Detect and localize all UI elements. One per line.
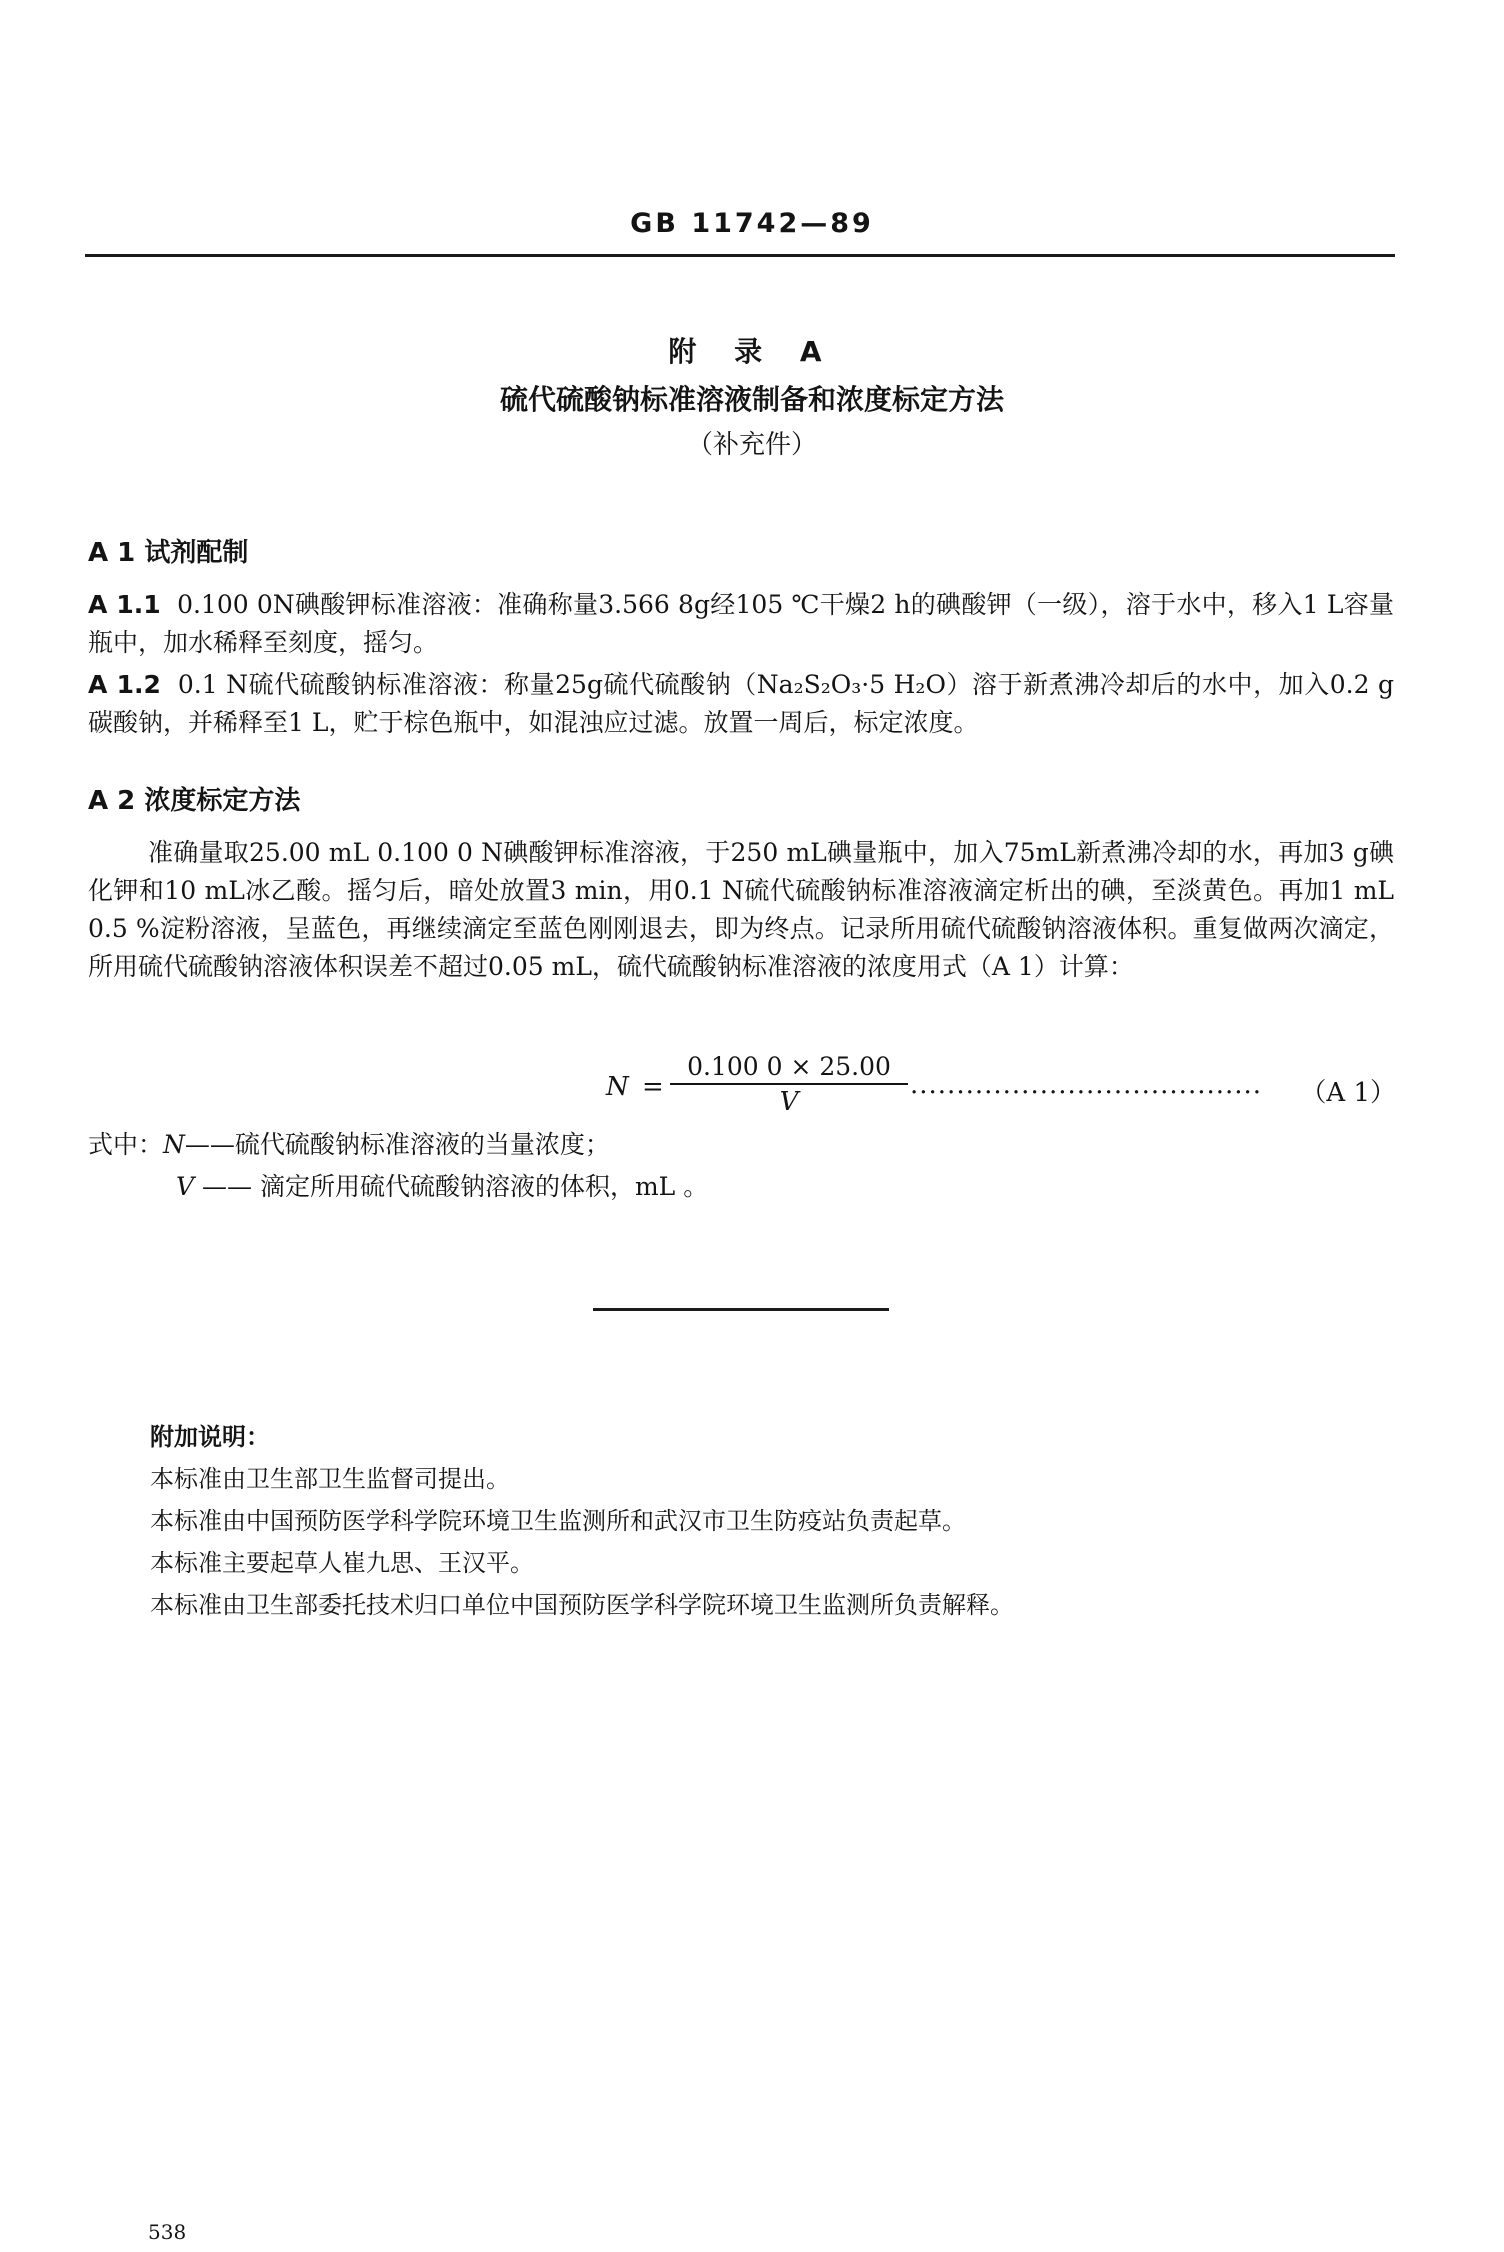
section-a1-heading: A 1 试剂配制 — [88, 538, 249, 568]
formula-tag: （A 1） — [1300, 1078, 1396, 1108]
formula-where-line-1 — [88, 1124, 610, 1166]
item-a1-2-text: 0.1 N硫代硫酸钠标准溶液：称量25g硫代硫酸钠（Na₂S₂O₃·5 H₂O）溶于新煮沸冷却后的水中，加入0.2 g碳酸钠，并稀释至1 L，贮于棕色瓶中，如混浊应过滤。放置一周后，标定浓度。 — [88, 670, 1394, 737]
additional-notes — [150, 1416, 1014, 1626]
item-a1-2 — [88, 666, 1394, 742]
section-a2-heading: A 2 浓度标定方法 — [88, 786, 301, 816]
where-desc-n: ——硫代硫酸钠标准溶液的当量浓度； — [184, 1130, 610, 1159]
where-symbol-v: V — [176, 1172, 195, 1201]
page-number: 538 — [148, 2220, 187, 2244]
where-prefix: 式中： — [88, 1130, 164, 1159]
standard-code-header: GB 11742—89 — [630, 208, 874, 239]
notes-line: 本标准由卫生部委托技术归口单位中国预防医学科学院环境卫生监测所负责解释。 — [150, 1591, 1014, 1619]
formula-denominator: V — [779, 1087, 799, 1117]
appendix-label: 附 录 A — [668, 335, 836, 368]
where-symbol-n: N — [163, 1130, 185, 1159]
header-rule — [85, 254, 1395, 257]
formula-where-line-2 — [176, 1166, 708, 1208]
formula-equals: = — [642, 1072, 664, 1102]
appendix-subtitle: （补充件） — [686, 430, 817, 460]
notes-heading: 附加说明： — [150, 1423, 270, 1451]
where-desc-v: —— 滴定所用硫代硫酸钠溶液的体积，mL 。 — [194, 1172, 709, 1201]
notes-line: 本标准由中国预防医学科学院环境卫生监测所和武汉市卫生防疫站负责起草。 — [150, 1507, 966, 1535]
appendix-title: 硫代硫酸钠标准溶液制备和浓度标定方法 — [499, 383, 1004, 416]
item-a1-2-id: A 1.2 — [88, 670, 161, 699]
item-a1-1-id: A 1.1 — [88, 590, 161, 619]
formula-leader-dots: ...................................... — [910, 1070, 1263, 1100]
end-rule — [593, 1308, 889, 1311]
formula-a1 — [606, 1052, 1396, 1126]
formula-lhs: N — [606, 1072, 629, 1102]
formula-numerator: 0.100 0 × 25.00 — [670, 1052, 908, 1085]
notes-line: 本标准由卫生部卫生监督司提出。 — [150, 1465, 510, 1493]
item-a1-1-text: 0.100 0N碘酸钾标准溶液：准确称量3.566 8g经105 ℃干燥2 h的碘酸钾（一级），溶于水中，移入1 L容量瓶中，加水稀释至刻度，摇匀。 — [88, 590, 1394, 657]
section-a2-paragraph: 准确量取25.00 mL 0.100 0 N碘酸钾标准溶液，于250 mL碘量瓶中，加入75mL新煮沸冷却的水，再加3 g碘化钾和10 mL冰乙酸。摇匀后，暗处放置3 min，用0.1 N硫代硫酸钠标准溶液滴定析出的碘，至淡黄色。再加1 mL 0.5 %淀粉溶液，呈蓝色，再继续滴定至蓝色刚刚退去，即为终点。记录所用硫代硫酸钠溶液体积。重复做两次滴定，所用硫代硫酸钠溶液体积误差不超过0.05 mL，硫代硫酸钠标准溶液的浓度用式（A 1）计算： — [88, 838, 1394, 981]
item-a1-1 — [88, 586, 1394, 662]
formula-fraction — [670, 1052, 908, 1117]
notes-line: 本标准主要起草人崔九思、王汉平。 — [150, 1549, 534, 1577]
